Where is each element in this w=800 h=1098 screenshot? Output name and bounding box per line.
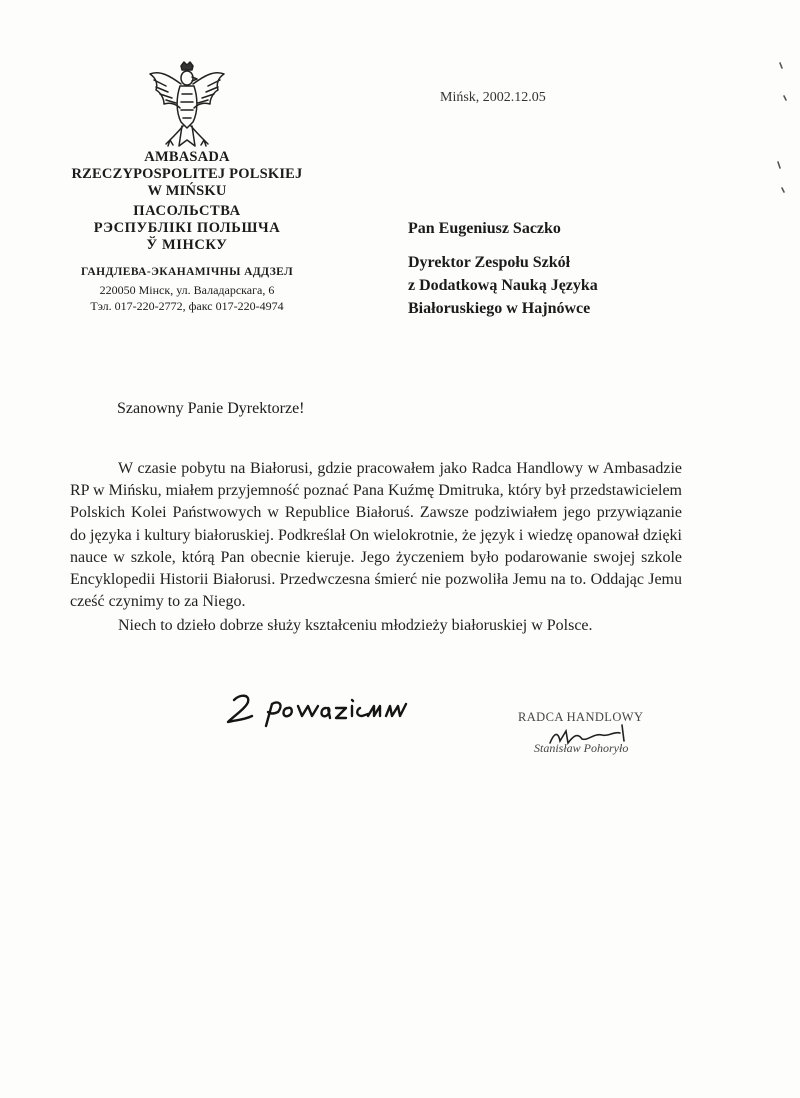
embassy-name-pl-line: AMBASADA [144, 149, 230, 165]
scan-edge-marks [760, 0, 800, 1098]
embassy-name-pl-line: RZECZYPOSPOLITEJ POLSKIEJ [71, 166, 303, 182]
signature-block [518, 710, 668, 756]
embassy-phone: Тэл. 017-220-2772, факс 017-220-4974 [90, 299, 284, 313]
recipient-block [408, 217, 768, 320]
salutation: Szanowny Panie Dyrektorze! [117, 400, 305, 417]
embassy-name-pl-line: W MIŃSKU [147, 183, 227, 199]
embassy-letterhead [58, 149, 316, 314]
recipient-position-line: Dyrektor Zespołu Szkół [408, 254, 571, 271]
letter-date: Mińsk, 2002.12.05 [440, 90, 546, 105]
body-paragraph: Niech to dzieło dobrze służy kształceniu młodzieży białoruskiej w Polsce. [118, 617, 593, 635]
eagle-emblem-icon [146, 60, 228, 150]
recipient-name: Pan Eugeniusz Saczko [408, 220, 561, 237]
letter-body [70, 458, 682, 638]
embassy-address: 220050 Мінск, ул. Валадарскага, 6 [99, 283, 275, 297]
handwritten-closing-z-powazaniem [222, 686, 422, 730]
embassy-name-by-line: РЭСПУБЛІКІ ПОЛЬШЧА [93, 220, 281, 236]
recipient-position-line: z Dodatkową Nauką Języka [408, 277, 598, 294]
embassy-name-by-line: ПАСОЛЬСТВА [133, 203, 241, 219]
signatory-name: Stanisław Pohoryło [534, 741, 629, 755]
body-paragraph: W czasie pobytu na Białorusi, gdzie pracowałem jako Radca Handlowy w Ambasadzie RP w Mińsku, miałem przyjemność poznać Pana Kuźmę Dmitruka, który był przedstawicielem Polskich Kolei Państwowych w Republice Białoruś. Zawsze podziwiałem jego przywiązanie do języka i kultury białoruskiej. Podkreślał On wielokrotnie, że język i wiedzę opanował dzięki nauce w szkole, którą Pan obecnie kieruje. Jego życzeniem było podarowanie swojej szkole Encyklopedii Historii Białorusi. Przedwczesna śmierć nie pozwoliła Jemu na to. Oddając Jemu cześć czynimy to za Niego. [70, 460, 682, 611]
department-name: ГАНДЛЕВА-ЭКАНАМІЧНЫ АДДЗЕЛ [80, 266, 294, 278]
embassy-name-by-line: Ў МІНСКУ [146, 237, 228, 253]
recipient-position-line: Białoruskiego w Hajnówce [408, 300, 591, 317]
signatory-title: RADCA HANDLOWY [518, 710, 644, 724]
